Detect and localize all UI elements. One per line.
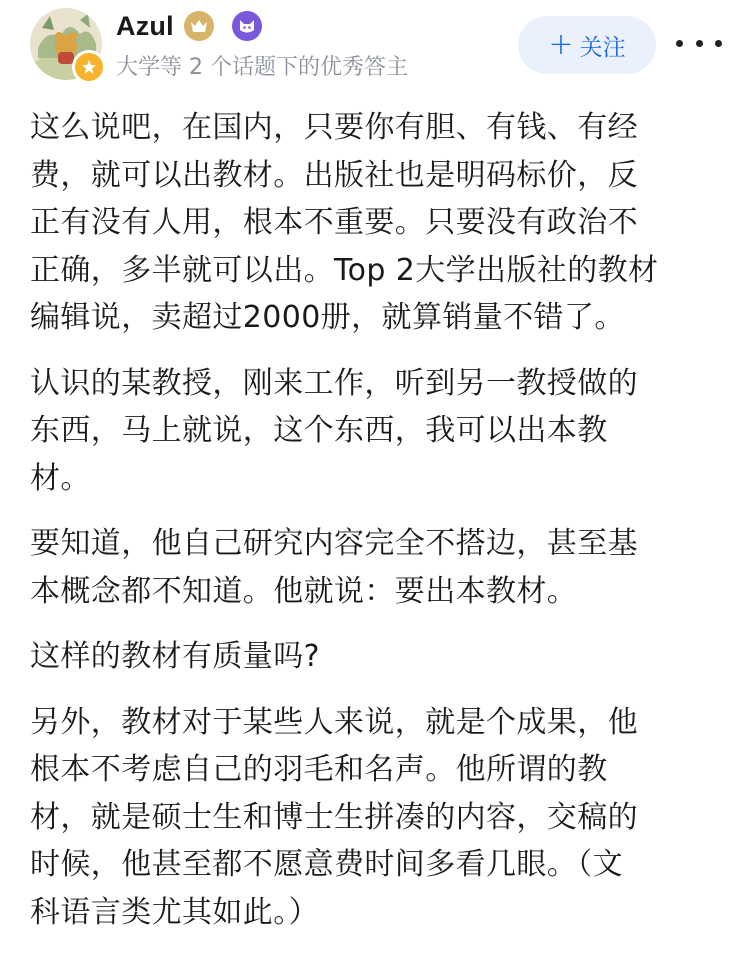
dot — [715, 40, 722, 47]
text-line: 正有没有人用，根本不重要。只要没有政治不 — [30, 205, 638, 240]
text-line: 根本不考虑自己的羽毛和名声。他所谓的教 — [30, 752, 608, 787]
author-avatar[interactable] — [30, 8, 102, 80]
follow-label: 关注 — [579, 34, 626, 61]
follow-button[interactable] — [518, 16, 656, 74]
answer-paragraph — [30, 104, 720, 342]
text-line: 科语言类尤其如此。） — [30, 894, 319, 930]
plus-icon: + — [548, 27, 574, 62]
author-subtitle: 大学等 2 个话题下的优秀答主 — [116, 55, 408, 80]
answer-content — [30, 104, 720, 954]
dot — [696, 40, 703, 47]
text-line: 这样的教材有质量吗? — [30, 639, 320, 674]
answer-paragraph — [30, 699, 720, 937]
answer-paragraph — [30, 520, 720, 615]
crown-badge-icon[interactable] — [184, 11, 214, 41]
dot — [676, 40, 683, 47]
more-dots-icon[interactable] — [676, 28, 722, 58]
text-line: 时候，他甚至都不愿意费时间多看几眼。（文 — [30, 847, 623, 882]
author-name[interactable]: Azul — [116, 10, 174, 41]
cat-badge-icon[interactable] — [232, 11, 262, 41]
answer-paragraph — [30, 360, 720, 503]
star-badge-icon — [72, 50, 106, 84]
text-line: 费，就可以出教材。出版社也是明码标价，反 — [30, 157, 638, 193]
text-line: 认识的某教授，刚来工作，听到另一教授做的 — [30, 365, 638, 401]
answer-paragraph — [30, 633, 720, 681]
text-line: 材，就是硕士生和博士生拼凑的内容，交稿的 — [30, 799, 638, 835]
text-line: 材。 — [30, 460, 91, 496]
text-line: 正确，多半就可以出。Top 2大学出版社的教材 — [30, 252, 659, 288]
text-line: 编辑说，卖超过2000册，就算销量不错了。 — [30, 300, 625, 335]
text-line: 本概念都不知道。他就说：要出本教材。 — [30, 573, 578, 609]
author-name-row — [116, 8, 262, 44]
text-line: 这么说吧，在国内，只要你有胆、有钱、有经 — [30, 110, 638, 145]
text-line: 另外，教材对于某些人来说，就是个成果，他 — [30, 704, 638, 740]
text-line: 要知道，他自己研究内容完全不搭边，甚至基 — [30, 526, 638, 561]
answer-header — [0, 0, 743, 100]
text-line: 东西，马上就说，这个东西，我可以出本教 — [30, 413, 608, 448]
